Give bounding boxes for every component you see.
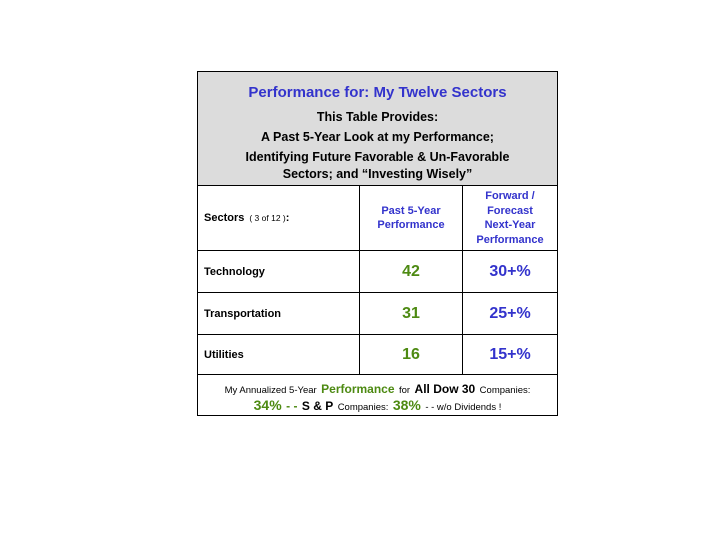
sector-name: Technology <box>204 265 265 278</box>
sector-name: Transportation <box>204 307 282 320</box>
table-title: Performance for: My Twelve Sectors <box>248 84 507 101</box>
sectors-header <box>198 186 360 250</box>
sp-return: 38% <box>392 397 421 413</box>
forecast-header-line-1: Forward / <box>485 190 535 202</box>
dividends-note: - - w/o Dividends ! <box>425 402 502 413</box>
header-line-2: A Past 5-Year Look at my Performance; <box>261 130 494 144</box>
forecast-header-line-2: Forecast <box>487 204 533 217</box>
header-line-1: This Table Provides: <box>316 110 439 124</box>
summary-text: My Annualized 5-Year <box>224 385 317 396</box>
forecast-value: 15+% <box>489 345 531 363</box>
forecast-value: 25+% <box>489 304 531 322</box>
past-header-line-1: Past 5-Year <box>381 204 441 217</box>
forecast-performance-header <box>463 186 557 250</box>
dow-return: 34% <box>253 397 282 413</box>
table-row <box>198 335 557 375</box>
forecast-value: 30+% <box>489 262 531 280</box>
sectors-colon: : <box>285 212 290 224</box>
past-value: 42 <box>402 262 420 280</box>
header-line-3: Identifying Future Favorable & Un-Favorable <box>245 150 510 164</box>
summary-dow: All Dow 30 <box>414 382 476 396</box>
past-value: 16 <box>402 345 420 363</box>
sp-label: S & P <box>301 399 334 413</box>
header-line-4: Sectors; and “Investing Wisely” <box>282 167 473 181</box>
summary-for: for <box>398 385 411 396</box>
forecast-header-line-4: Performance <box>476 233 544 246</box>
summary-footer <box>198 375 557 415</box>
sp-companies: Companies: <box>337 402 389 413</box>
performance-table <box>197 71 558 416</box>
table-row <box>198 293 557 335</box>
forecast-header-line-3: Next-Year <box>484 219 536 231</box>
past-header-line-2: Performance <box>377 219 445 231</box>
summary-companies: Companies: <box>479 385 531 396</box>
summary-line-2 <box>198 397 557 415</box>
summary-line-1 <box>198 380 557 398</box>
sector-name: Utilities <box>204 348 244 361</box>
past-value: 31 <box>402 304 420 322</box>
column-header-row <box>198 186 557 251</box>
summary-performance: Performance <box>321 382 395 396</box>
sectors-label: Sectors <box>204 212 245 224</box>
past-performance-header <box>360 186 463 250</box>
sectors-count: ( 3 of 12 ) <box>249 213 286 223</box>
table-header <box>198 72 557 186</box>
table-row <box>198 251 557 293</box>
separator: - - <box>286 399 298 413</box>
